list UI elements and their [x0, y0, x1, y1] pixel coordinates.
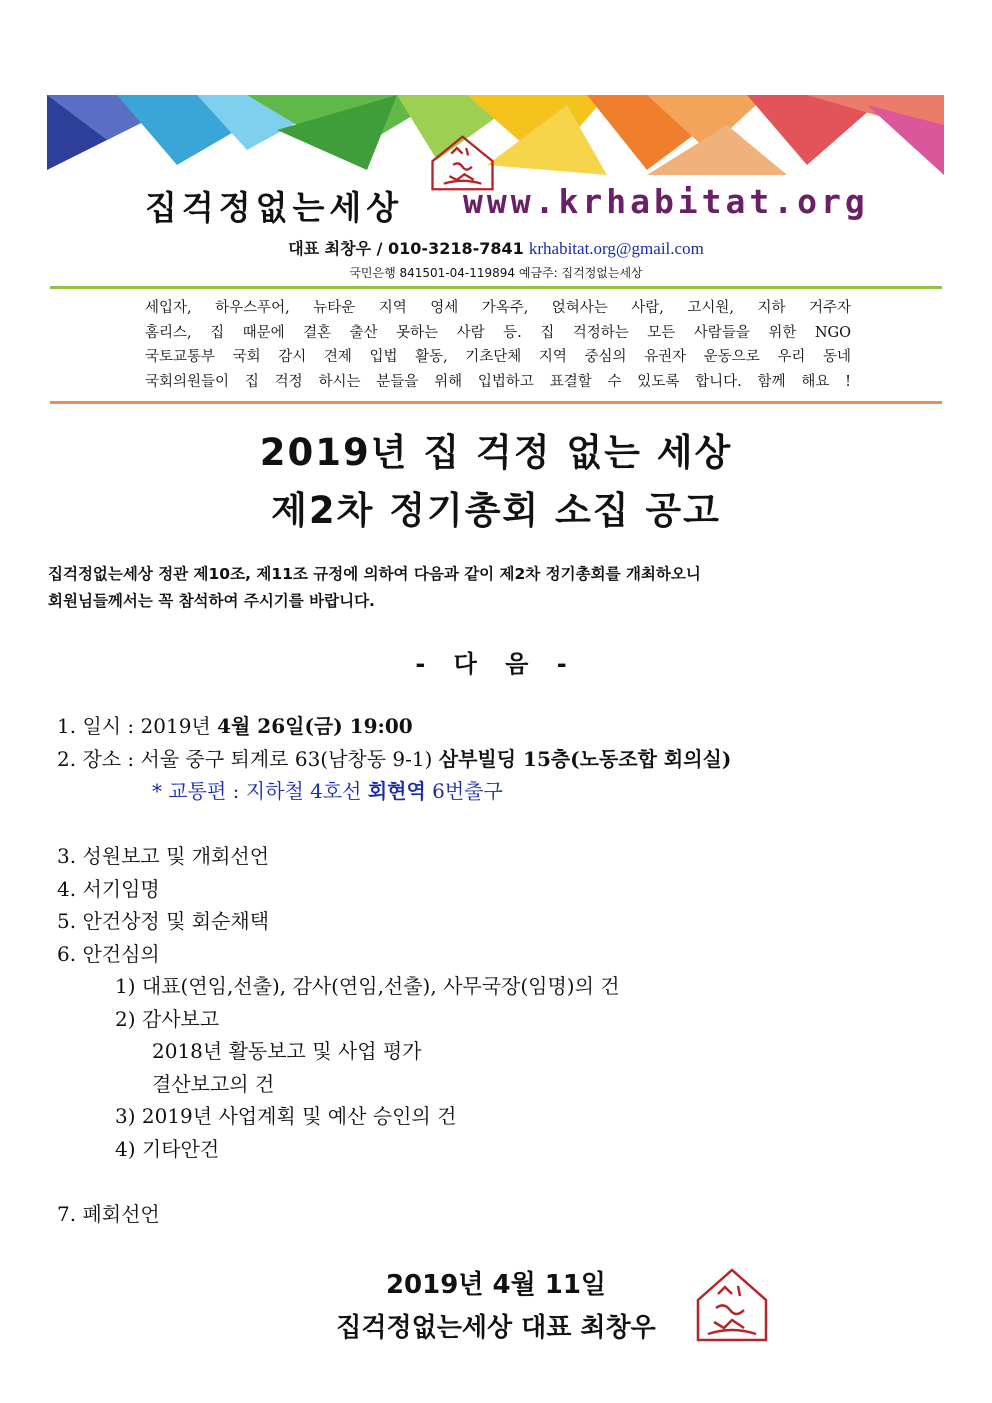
bank-account-info: 국민은행 841501-04-119894 예금주: 집걱정없는세상: [349, 266, 643, 280]
agenda-item: 4. 서기임명: [57, 877, 160, 901]
agenda-subitem: 1) 대표(연임,선출), 감사(연임,선출), 사무국장(임명)의 건: [115, 974, 620, 998]
page-title-line2: 제2차 정기총회 소집 공고: [271, 489, 721, 532]
agenda-item-datetime: [57, 712, 413, 740]
agenda-transit: [152, 777, 503, 805]
agenda-item: 7. 폐회선언: [57, 1202, 160, 1226]
page-title-line1: 2019년 집 걱정 없는 세상: [259, 431, 733, 474]
footer-signature: 집걱정없는세상 대표 최창우: [336, 1313, 656, 1343]
contact-line: [0, 236, 992, 259]
agenda-subsubitem: 결산보고의 건: [152, 1072, 275, 1096]
agenda-venue-value: 삼부빌딩 15층(노동조합 회의실): [438, 747, 732, 771]
agenda-datetime-value: 4월 26일(금) 19:00: [217, 714, 413, 738]
divider-green: [50, 286, 942, 289]
website-link[interactable]: www.krhabitat.org: [463, 182, 869, 221]
agenda-item: 5. 안건상정 및 회순채택: [57, 909, 270, 933]
agenda-label: 1. 일시 : 2019년: [57, 714, 218, 738]
mission-line: 세입자, 하우스푸어, 뉴타운 지역 영세 가옥주, 얹혀사는 사람, 고시원, 지하 거주자: [145, 300, 851, 316]
section-heading: - 다 음 -: [415, 650, 577, 678]
agenda-subitem: 3) 2019년 사업계획 및 예산 승인의 건: [115, 1104, 457, 1128]
transit-exit: 6번출구: [425, 779, 503, 803]
agenda-item-venue: [57, 745, 731, 773]
agenda-subsubitem: 2018년 활동보고 및 사업 평가: [152, 1039, 422, 1063]
agenda-subitem: 4) 기타안건: [115, 1137, 220, 1161]
transit-station: 회현역: [367, 779, 426, 803]
org-name: 집걱정없는세상: [145, 188, 404, 227]
representative-contact: 대표 최창우 / 010-3218-7841: [288, 239, 524, 258]
intro-line: 집걱정없는세상 정관 제10조, 제11조 규정에 의하여 다음과 같이 제2차 정기총회를 개최하오니: [48, 565, 701, 583]
mission-line: 국토교통부 국회 감시 견제 입법 활동, 기초단체 지역 중심의 유권자 운동으로 우리 동네: [145, 349, 851, 365]
seal-stamp-icon: [692, 1266, 772, 1346]
agenda-item: 6. 안건심의: [57, 942, 160, 966]
transit-label: * 교통편 : 지하철 4호선: [152, 779, 368, 803]
contact-email-link[interactable]: krhabitat.org@gmail.com: [528, 239, 704, 258]
mission-statement: [145, 296, 851, 394]
agenda-label: 2. 장소 : 서울 중구 퇴계로 63(남창동 9-1): [57, 747, 439, 771]
divider-orange: [50, 401, 942, 404]
agenda-item: 3. 성원보고 및 개회선언: [57, 844, 270, 868]
intro-line: 회원님들께서는 꼭 참석하여 주시기를 바랍니다.: [48, 592, 375, 610]
footer-date: 2019년 4월 11일: [385, 1270, 607, 1300]
agenda-subitem: 2) 감사보고: [115, 1007, 220, 1031]
mission-line: 홈리스, 집 때문에 결혼 출산 못하는 사람 등. 집 걱정하는 모든 사람들을 위한 NGO: [145, 324, 851, 341]
mission-line: 국회의원들이 집 걱정 하시는 분들을 위해 입법하고 표결할 수 있도록 합니다. 함께 해요 !: [145, 373, 851, 390]
intro-paragraph: [48, 561, 701, 615]
